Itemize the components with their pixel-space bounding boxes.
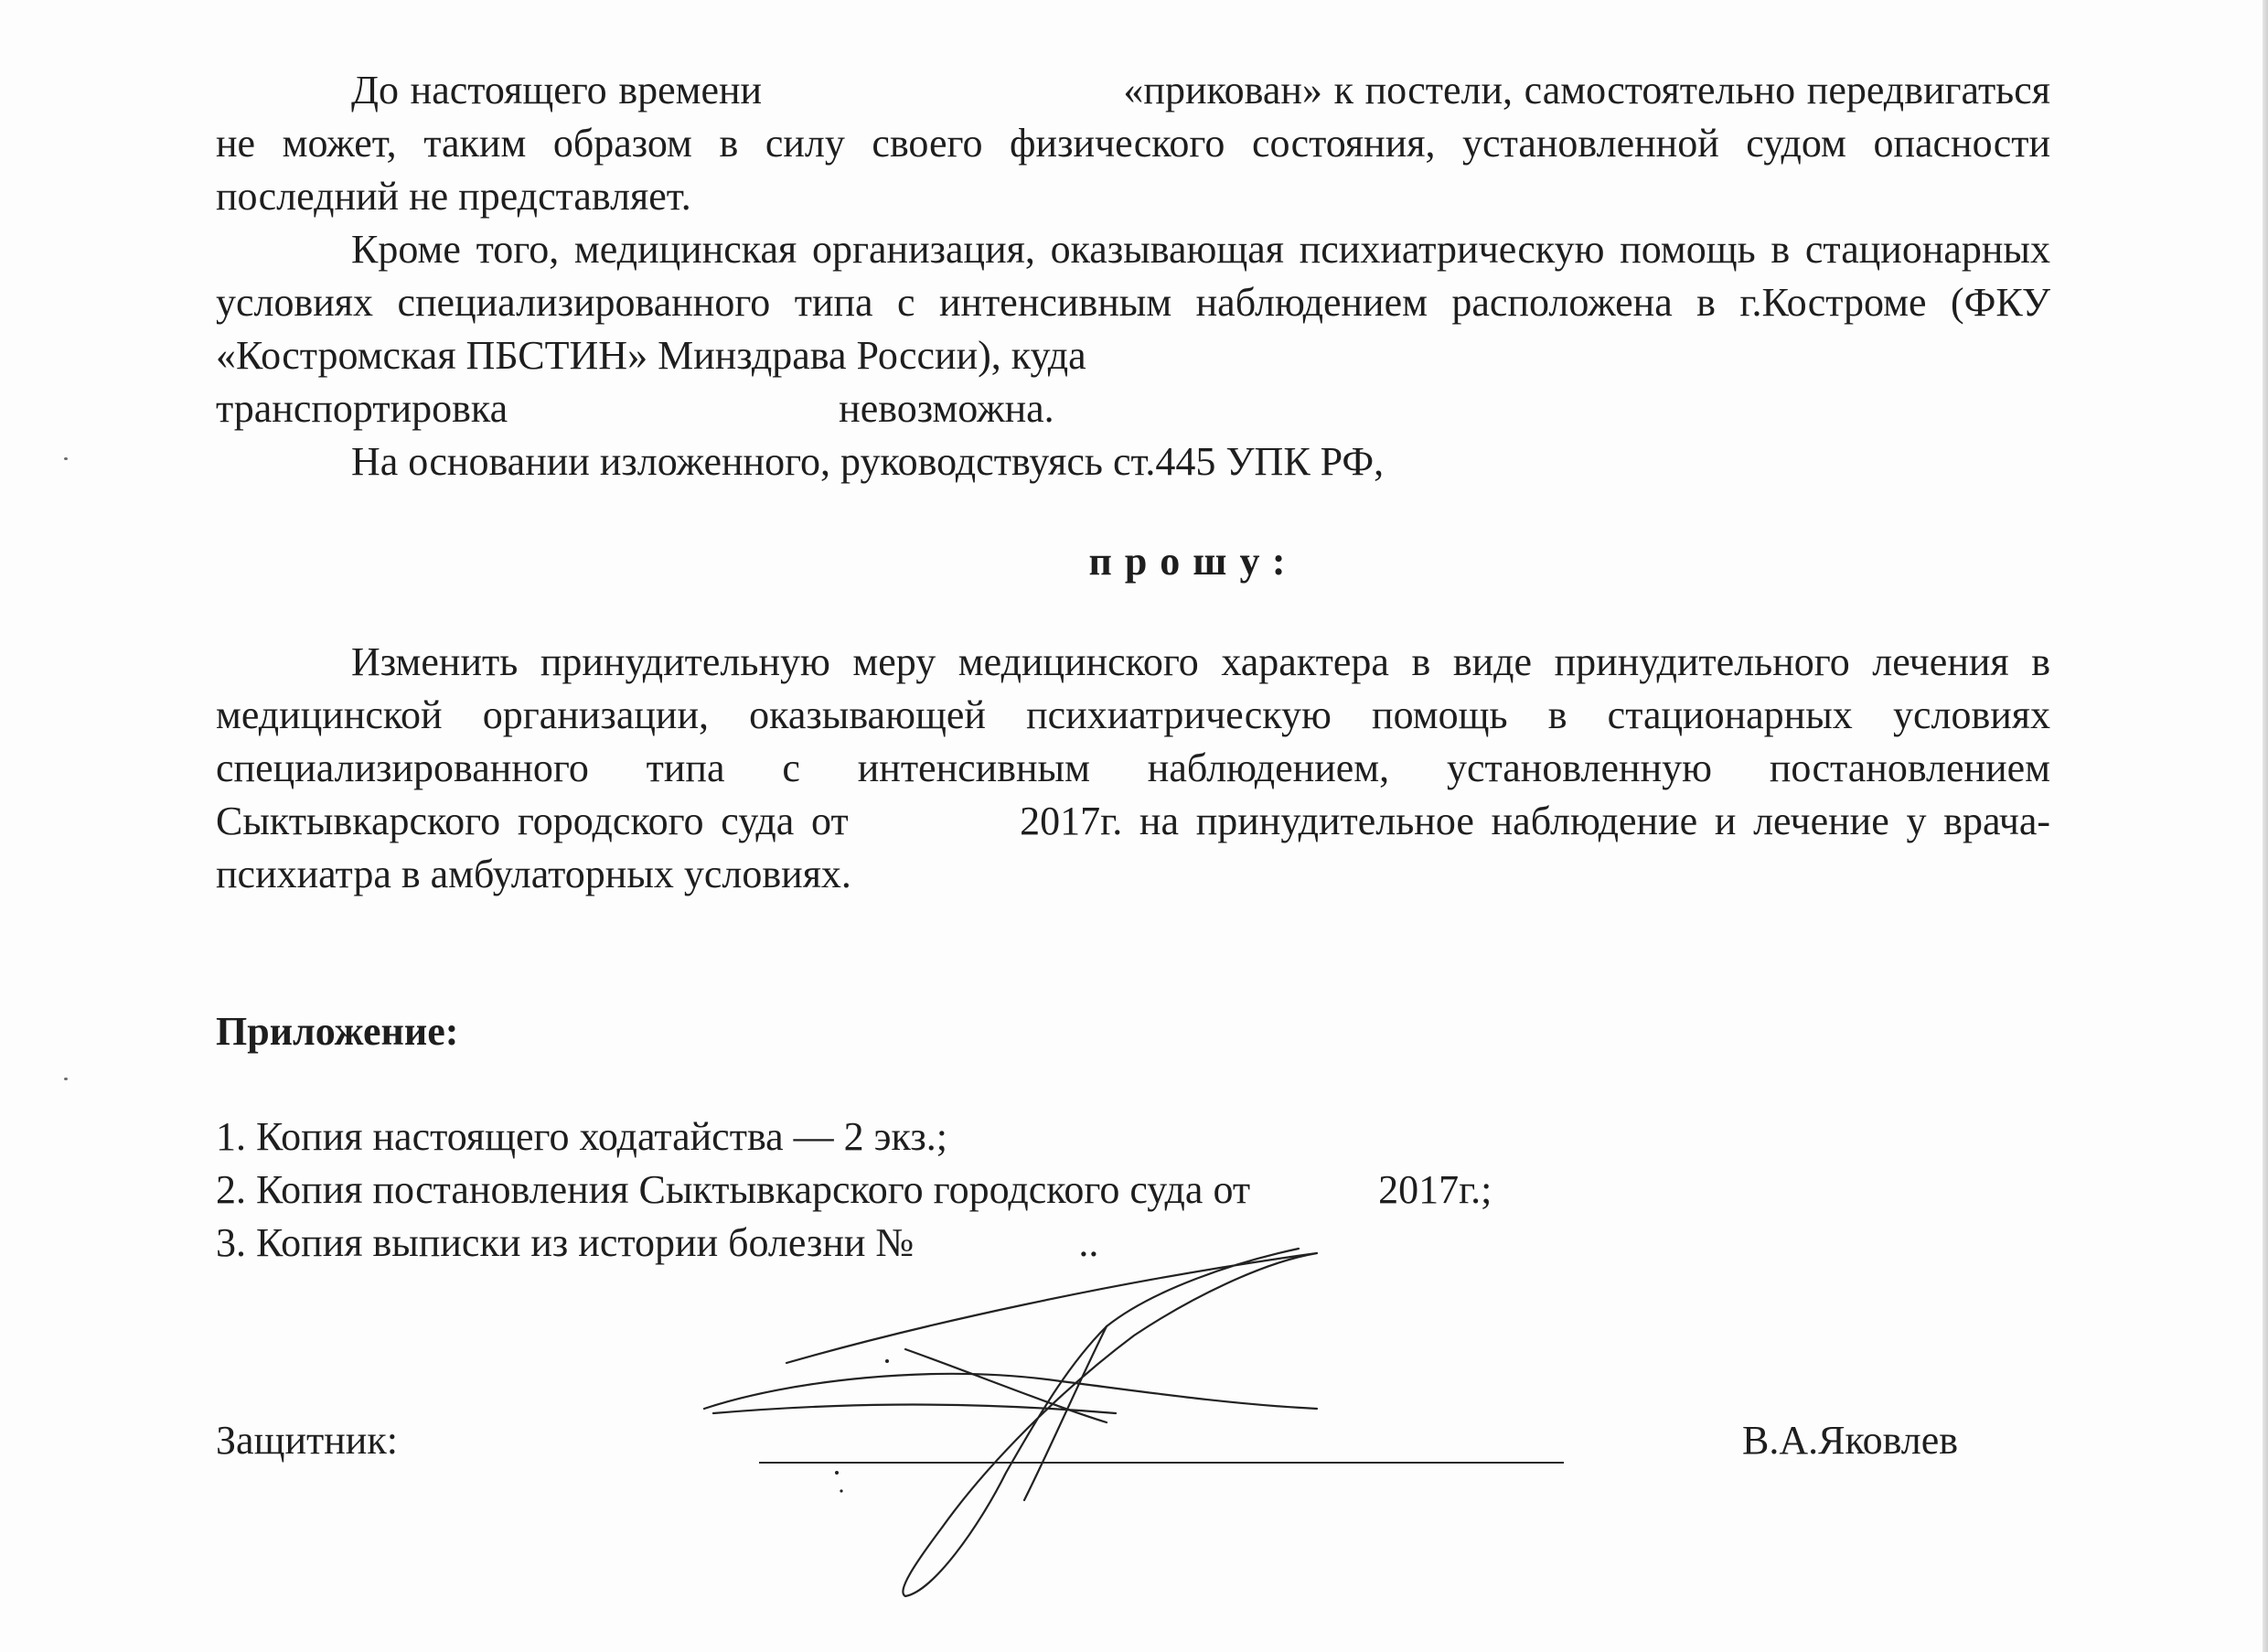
paragraph-2-ending-part-1: транспортировка (216, 386, 508, 431)
paragraph-2-ending-part-2: невозможна. (839, 386, 1054, 431)
request-paragraph-text (216, 636, 2050, 901)
request-paragraph-part-2: 2017г. на принудительное наблюдение и лечение у врача-психиатра в амбулаторных условиях. (216, 799, 2051, 896)
paragraph-1-part-1: До настоящего времени (351, 68, 763, 113)
scan-speck (64, 457, 68, 460)
paragraph-3-text: На основании изложенного, руководствуясь ст.445 УПК РФ, (351, 439, 1385, 484)
paragraph-1-text (216, 64, 2050, 223)
request-paragraph-part-1: Изменить принудительную меру медицинского характера в виде принудительного лечения в медицинской организации, оказывающей психиатрическую помощь в стационарных условиях специализированного типа с интенсивным наблюдением, установленную постановлением Сыктывкарского городского суда от (216, 639, 2050, 843)
appendix-title: Приложение: (216, 1009, 459, 1054)
signature-name: В.А.Яковлев (1742, 1418, 1959, 1463)
request-paragraph (216, 636, 2050, 901)
scan-speck (64, 1078, 68, 1080)
request-heading: прошу: (1088, 539, 1299, 584)
appendix-item-2-date: 2017г.; (1378, 1167, 1492, 1212)
handwritten-signature (677, 1226, 1500, 1610)
paragraph-2-ending-text (216, 382, 2050, 435)
paragraph-1-part-2: «прикован» к постели, самостоятельно передвигаться не может, таким образом в силу своего физического состояния, установленной судом опасности последний не представляет. (216, 68, 2051, 219)
paragraph-2-text: Кроме того, медицинская организация, оказывающая психиатрическую помощь в стационарных условиях специализированного типа с интенсивным наблюдением расположена в г.Костроме (ФКУ «Костромская ПБСТИН» Минздрава России), куда (216, 227, 2050, 378)
appendix-item-1 (216, 1110, 947, 1164)
appendix-item-2-text: 2. Копия постановления Сыктывкарского городского суда от (216, 1167, 1251, 1212)
appendix-item-3-text: 3. Копия выписки из истории болезни № (216, 1220, 915, 1265)
appendix-item-2 (216, 1164, 1492, 1217)
scan-edge (2263, 0, 2268, 1652)
paragraph-2-ending (216, 382, 2050, 435)
signature-role: Защитник: (216, 1418, 398, 1463)
paragraph-3 (216, 435, 2050, 488)
paragraph-2 (216, 223, 2050, 382)
paragraph-1 (216, 64, 2050, 223)
appendix-item-3-end: .. (1078, 1220, 1099, 1265)
appendix-item-1-text: 1. Копия настоящего ходатайства — 2 экз.; (216, 1114, 947, 1159)
